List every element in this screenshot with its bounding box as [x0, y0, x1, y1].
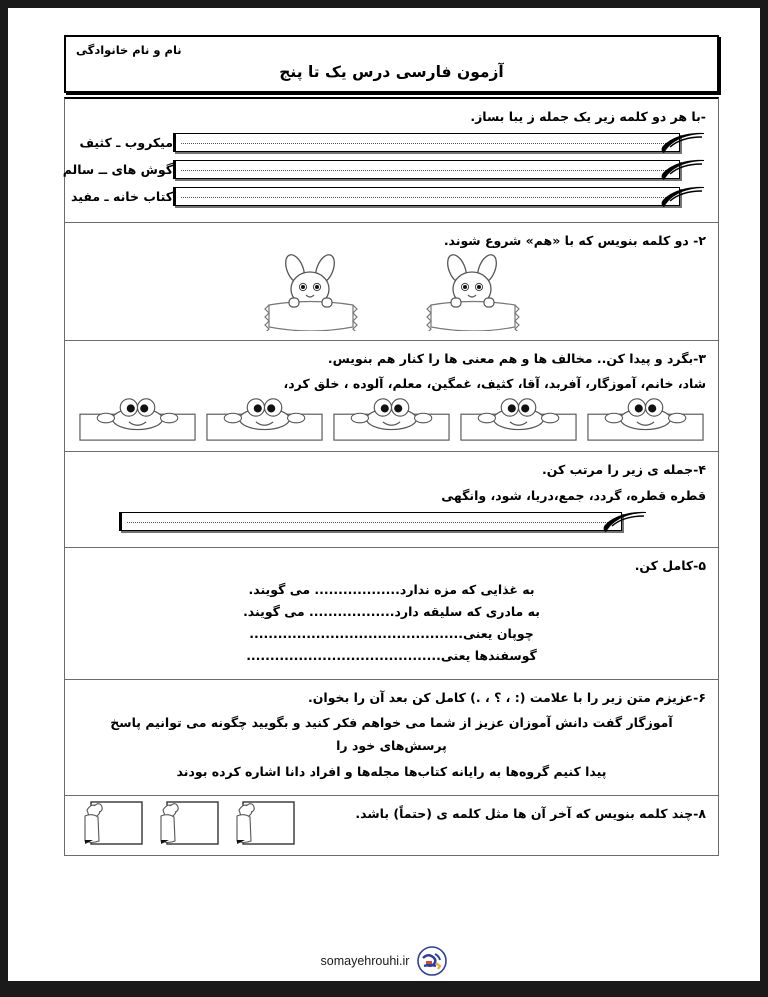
question-block-2: [64, 223, 719, 341]
quill-swoosh-icon: [660, 185, 706, 209]
question-5-prompt: ۵-کامل کن.: [634, 557, 706, 573]
worksheet-header: [64, 35, 719, 93]
frog-box-icon[interactable]: [79, 396, 196, 442]
question-4-prompt: ۴-جمله ی زیر را مرتب کن.: [542, 462, 706, 477]
answer-row-label: گوش های ــ سالم: [62, 162, 173, 178]
question-1-prompt: -با هر دو کلمه زیر یک جمله ز یبا بساز.: [470, 109, 706, 124]
frog-box-icon[interactable]: [206, 396, 323, 442]
fill-in-line[interactable]: به مادری که سلیقه دارد.................. می گویند.: [243, 604, 540, 620]
question-6-passage-line: پیدا کنیم گروه‌ها به رایانه کتاب‌ها مجله‌ها و افراد دانا اشاره کرده بودند: [176, 764, 607, 780]
rabbit-banner-icon[interactable]: [413, 253, 533, 331]
fill-in-line[interactable]: چوپان یعنی.............................................: [249, 626, 534, 642]
rabbit-banner-row: [77, 253, 706, 331]
question-3-prompt: ۳-بگرد و پیدا کن.. مخالف ها و هم معنی ها را کنار هم بنویس.: [327, 350, 706, 366]
page-footer: [8, 946, 760, 976]
answer-row-label: کتاب خانه ـ مفید: [71, 189, 173, 205]
answer-row-label: میکروب ـ کثیف: [79, 135, 173, 151]
question-block-3: [64, 341, 719, 453]
page-title: آزمون فارسی درس یک تا پنج: [279, 63, 504, 81]
answer-input-bar[interactable]: [119, 511, 648, 533]
question-block-4: [64, 452, 719, 548]
answer-input-bar[interactable]: [173, 132, 706, 154]
answer-bar-dotted-rule: [127, 522, 608, 523]
answer-row: [77, 511, 706, 533]
answer-row: [62, 159, 706, 181]
fill-in-line[interactable]: به غذایی که مزه ندارد.................. می گویند.: [248, 582, 535, 598]
question-block-6: [64, 680, 719, 796]
question-block-5: [64, 548, 719, 681]
person-box-icon[interactable]: [77, 800, 143, 846]
fill-in-line[interactable]: گوسفندها یعنی.........................................: [246, 648, 537, 664]
question-3-word-list: شاد، خانم، آموزگار، آفربد، آقا، کثیف، غمگین، معلم، آلوده ، خلق کرد،: [283, 376, 706, 392]
somayeh-rouhi-logo-icon[interactable]: [417, 946, 447, 976]
person-box-icon[interactable]: [153, 800, 219, 846]
question-2-prompt: ۲- دو کلمه بنویس که با «هم» شروع شوند.: [443, 232, 706, 248]
question-8-prompt: ۸-چند کلمه بنویس که آخر آن ها مثل کلمه ی (حتماً) باشد.: [355, 806, 706, 822]
quill-swoosh-icon: [660, 158, 706, 182]
frog-box-icon[interactable]: [333, 396, 450, 442]
rabbit-banner-icon[interactable]: [251, 253, 371, 331]
answer-bar-dotted-rule: [181, 170, 666, 171]
answer-input-bar[interactable]: [173, 159, 706, 181]
quill-swoosh-icon: [602, 510, 648, 534]
worksheet-page: [8, 8, 760, 981]
answer-bar-dotted-rule: [181, 197, 666, 198]
person-box-row: [77, 800, 376, 846]
question-6-passage-line: آموزگار گفت دانش آموزان عزیز از شما می خواهم فکر کنید و بگویید چگونه می توانیم پاسخ پرسش‌های خود را: [110, 715, 673, 754]
footer-site-url[interactable]: somayehrouhi.ir: [320, 954, 410, 968]
question-4-word-list: قطره قطره، گردد، جمع،دریا، شود، وانگهی: [441, 487, 706, 503]
student-name-field-label[interactable]: نام و نام خانوادگی: [76, 43, 182, 57]
frog-box-icon[interactable]: [587, 396, 704, 442]
frog-box-row: [77, 396, 706, 442]
worksheet-sheet: [64, 35, 719, 856]
answer-row: [77, 132, 706, 154]
answer-bar-dotted-rule: [181, 143, 666, 144]
person-box-icon[interactable]: [229, 800, 295, 846]
answer-input-bar[interactable]: [173, 186, 706, 208]
question-block-1: [64, 97, 719, 223]
question-block-8: [64, 796, 719, 856]
answer-row: [71, 186, 706, 208]
quill-swoosh-icon: [660, 131, 706, 155]
question-6-prompt: ۶-عزیزم متن زیر را با علامت (: ، ؟ ، .) کامل کن بعد آن را بخوان.: [308, 690, 706, 706]
frog-box-icon[interactable]: [460, 396, 577, 442]
